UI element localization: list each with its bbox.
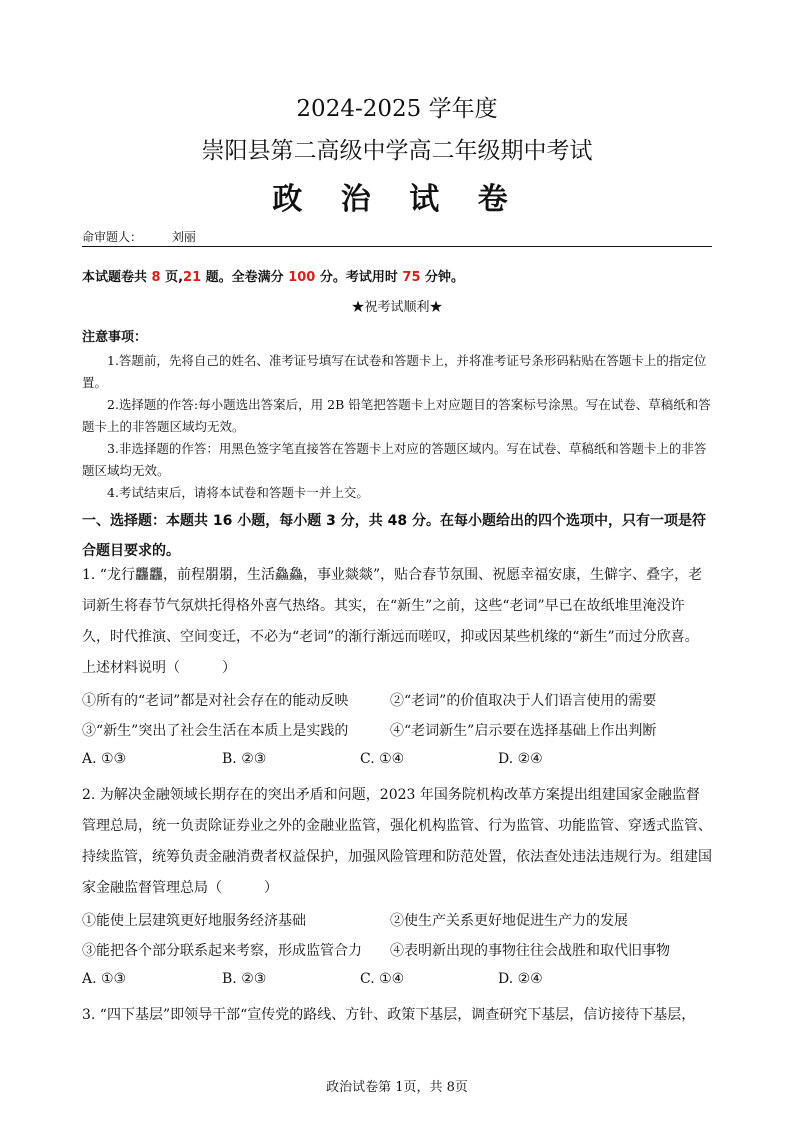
info-score: 100	[288, 270, 316, 285]
info-text-1: 本试题卷共	[82, 270, 152, 285]
q1-statement-4: ④“老词新生”启示要在选择基础上作出判断	[390, 723, 657, 739]
exam-subject-title: 政 治 试 卷	[272, 182, 522, 217]
q1-option-b: B. ②③	[222, 751, 267, 767]
q2-option-a: A. ①③	[82, 971, 127, 987]
info-time: 75	[402, 270, 421, 285]
q1-statement-3: ③“新生”突出了社会生活在本质上是实践的	[82, 723, 349, 739]
info-text-5: 分钟。	[420, 270, 465, 285]
author-line	[82, 228, 712, 247]
info-text-4: 分。考试用时	[315, 270, 403, 285]
q1-option-d: D. ②④	[498, 751, 543, 767]
q2-option-d: D. ②④	[498, 971, 543, 987]
question-2-stem: 2. 为解决金融领域长期存在的突出矛盾和问题，2023 年国务院机构改革方案提出组建国家金融监督管理总局，统一负责除证券业之外的金融业监管，强化机构监管、行为监管、功能监管、穿透式监管、持续监管，统筹负责金融消费者权益保护，加强风险管理和防范处置，依法查处违法违规行为。组建国家金融监督管理总局（ ）	[82, 787, 712, 896]
q1-statement-1: ①所有的“老词”都是对社会存在的能动反映	[82, 693, 349, 709]
question-3-stem: 3. “四下基层”即领导干部“宣传党的路线、方针、政策下基层，调查研究下基层，信访接待下基层，	[82, 1007, 696, 1023]
q1-option-a: A. ①③	[82, 751, 127, 767]
q2-statement-1: ①能使上层建筑更好地服务经济基础	[82, 913, 306, 929]
notice-item: 3.非选择题的作答：用黑色签字笔直接答在答题卡上对应的答题区域内。写在试卷、草稿纸和答题卡上的非答题区域均无效。	[82, 441, 707, 478]
q2-statement-4: ④表明新出现的事物往往会战胜和取代旧事物	[390, 943, 670, 959]
exam-info	[82, 266, 464, 285]
exam-school-title: 崇阳县第二高级中学高二年级期中考试	[201, 138, 593, 164]
q1-option-c: C. ①④	[360, 751, 405, 767]
notice-item: 4.考试结束后，请将本试卷和答题卡一并上交。	[107, 485, 369, 500]
info-text-2: 页,	[160, 270, 184, 285]
notice-item: 2.选择题的作答:每小题选出答案后，用 2B 铅笔把答题卡上对应题目的答案标号涂黑。写在试卷、草稿纸和答题卡上的非答题区域均无效。	[82, 397, 711, 434]
question-1-stem: 1. “龙行龘龘，前程朤朤，生活鱻鱻，事业燚燚”，贴合春节氛围、祝愿幸福安康，生僻字、叠字，老词新生将春节气氛烘托得格外喜气热络。其实，在“新生”之前，这些“老词”早已在故纸堆里淹没许久，时代推演、空间变迁，不必为“老词”的渐行渐远而嗟叹，抑或因某些机缘的“新生”而过分欣喜。上述材料说明（ ）	[82, 567, 703, 676]
page-footer: 政治试卷第 1页，共 8页	[326, 1080, 468, 1095]
author-name: 刘丽	[171, 230, 196, 244]
author-label: 命审题人：	[82, 230, 143, 244]
notice-heading: 注意事项：	[82, 330, 148, 345]
q1-statement-2: ②“老词”的价值取决于人们语言使用的需要	[390, 693, 657, 709]
section-heading: 一、选择题：本题共 16 小题，每小题 3 分，共 48 分。在每小题给出的四个选项中，只有一项是符合题目要求的。	[82, 513, 706, 559]
good-luck-line: ★祝考试顺利★	[351, 300, 443, 315]
q2-option-b: B. ②③	[222, 971, 267, 987]
info-questions: 21	[183, 270, 202, 285]
exam-year: 2024-2025 学年度	[296, 96, 498, 122]
q2-statement-2: ②使生产关系更好地促进生产力的发展	[390, 913, 628, 929]
q2-statement-3: ③能把各个部分联系起来考察，形成监管合力	[82, 943, 362, 959]
info-pages: 8	[151, 270, 161, 285]
info-text-3: 题。全卷满分	[201, 270, 289, 285]
notice-item: 1.答题前，先将自己的姓名、准考证号填写在试卷和答题卡上，并将准考证号条形码粘贴在答题卡上的指定位置。	[82, 353, 707, 390]
q2-option-c: C. ①④	[360, 971, 405, 987]
